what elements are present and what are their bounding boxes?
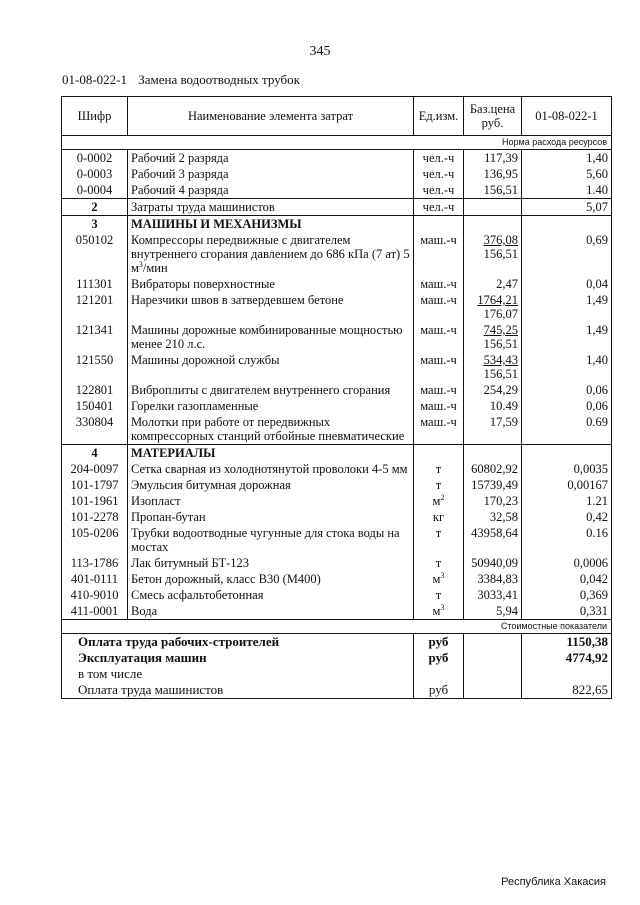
resource-name (128, 509, 414, 525)
resource-name-text: Лак битумный БТ-123 (131, 556, 250, 570)
unit-text: маш.-ч (420, 277, 457, 291)
summary-spacer (464, 666, 522, 682)
resource-code: 105-0206 (62, 525, 128, 555)
unit-text: т (435, 526, 442, 540)
resource-norm: 0,042 (522, 571, 612, 587)
price-value-secondary: 156,51 (483, 337, 518, 351)
section-row (62, 199, 612, 216)
resource-unit (414, 509, 464, 525)
resource-price (464, 509, 522, 525)
table-row (62, 603, 612, 620)
summary-label: Оплата труда машинистов (62, 682, 414, 699)
unit-text: кг (432, 510, 445, 524)
resource-norm: 0,00167 (522, 477, 612, 493)
section-unit: чел.-ч (414, 199, 464, 216)
resource-code: 101-1961 (62, 493, 128, 509)
resource-unit (414, 150, 464, 167)
price-value: 3033,41 (477, 588, 518, 602)
table-row (62, 461, 612, 477)
table-row (62, 276, 612, 292)
resource-price (464, 150, 522, 167)
summary-unit (414, 666, 464, 682)
price-value: 5,94 (496, 604, 518, 618)
summary-unit: руб (414, 682, 464, 699)
unit-text: маш.-ч (420, 383, 457, 397)
unit-text: м (432, 572, 441, 586)
unit-text: чел.-ч (422, 151, 455, 165)
resource-unit (414, 555, 464, 571)
price-value: 43958,64 (471, 526, 518, 540)
resource-price (464, 182, 522, 199)
unit-sup: 3 (440, 602, 445, 612)
resource-norm: 0.69 (522, 414, 612, 445)
price-value: 15739,49 (471, 478, 518, 492)
resource-name (128, 352, 414, 382)
summary-spacer (464, 650, 522, 666)
resource-price (464, 322, 522, 352)
resource-price (464, 555, 522, 571)
resource-price (464, 398, 522, 414)
resource-norm: 1.40 (522, 182, 612, 199)
resource-code: 101-2278 (62, 509, 128, 525)
price-value: 136,95 (483, 167, 518, 181)
header-name: Наименование элемента затрат (128, 97, 414, 136)
resource-code: 204-0097 (62, 461, 128, 477)
resource-unit (414, 276, 464, 292)
resource-name (128, 382, 414, 398)
resource-name (128, 525, 414, 555)
resource-norm: 1,40 (522, 150, 612, 167)
resource-unit (414, 232, 464, 276)
document-heading (62, 72, 300, 88)
resource-code: 411-0001 (62, 603, 128, 620)
table-row (62, 555, 612, 571)
price-value: 3384,83 (477, 572, 518, 586)
header-price-line2: руб. (481, 116, 504, 130)
cost-indicators-label: Стоимостные показатели (62, 620, 612, 634)
resource-code: 121201 (62, 292, 128, 322)
page-number: 345 (309, 44, 331, 59)
summary-row (62, 650, 612, 666)
resource-norm: 1,49 (522, 292, 612, 322)
price-value: 254,29 (483, 383, 518, 397)
section-code: 4 (62, 445, 128, 462)
resource-name-text: Компрессоры передвижные с двигателем внутреннего сгорания давлением до 686 кПа (7 ат) 5 м (131, 233, 410, 275)
price-value: 60802,92 (471, 462, 518, 476)
unit-text: т (435, 556, 442, 570)
resource-norm: 0,69 (522, 232, 612, 276)
resource-norm: 0,04 (522, 276, 612, 292)
resource-name (128, 587, 414, 603)
header-norm: 01-08-022-1 (522, 97, 612, 136)
resource-code: 113-1786 (62, 555, 128, 571)
summary-value: 1150,38 (522, 634, 612, 651)
price-value: 50940,09 (471, 556, 518, 570)
table-row (62, 352, 612, 382)
resource-unit (414, 382, 464, 398)
table-row (62, 322, 612, 352)
resource-code: 0-0002 (62, 150, 128, 167)
unit-text: маш.-ч (420, 353, 457, 367)
resource-norm: 0,369 (522, 587, 612, 603)
table-row (62, 477, 612, 493)
section-price (464, 216, 522, 233)
price-value: 156,51 (483, 183, 518, 197)
resource-name (128, 322, 414, 352)
resource-price (464, 603, 522, 620)
summary-value (522, 666, 612, 682)
resource-name-text: Рабочий 2 разряда (131, 151, 229, 165)
header-price-line1: Баз.цена (469, 102, 516, 116)
table-header-row (62, 97, 612, 136)
section-price (464, 445, 522, 462)
resource-code: 401-0111 (62, 571, 128, 587)
resource-name-text: Рабочий 3 разряда (131, 167, 229, 181)
section-row (62, 445, 612, 462)
price-value: 534,43 (483, 353, 518, 367)
unit-text: чел.-ч (422, 167, 455, 181)
price-value: 2,47 (496, 277, 518, 291)
resource-unit (414, 322, 464, 352)
resource-name-text: Горелки газопламенные (131, 399, 259, 413)
resource-name-sup: 3 (138, 259, 143, 269)
resource-name (128, 414, 414, 445)
resource-code: 150401 (62, 398, 128, 414)
section-unit (414, 216, 464, 233)
section-code: 2 (62, 199, 128, 216)
resource-name-text: Вибраторы поверхностные (131, 277, 275, 291)
resource-name (128, 398, 414, 414)
resource-norm: 0,06 (522, 398, 612, 414)
unit-text: т (435, 462, 442, 476)
resource-unit (414, 461, 464, 477)
resource-name (128, 276, 414, 292)
table-body (62, 136, 612, 699)
resource-unit (414, 182, 464, 199)
summary-value: 822,65 (522, 682, 612, 699)
section-price (464, 199, 522, 216)
price-value-secondary: 156,51 (483, 367, 518, 381)
resource-name-text: Рабочий 4 разряда (131, 183, 229, 197)
resource-code: 0-0003 (62, 166, 128, 182)
resource-price (464, 414, 522, 445)
section-norm: 5,07 (522, 199, 612, 216)
section-name: МАШИНЫ И МЕХАНИЗМЫ (128, 216, 414, 233)
resource-code: 121550 (62, 352, 128, 382)
resource-name (128, 150, 414, 167)
unit-text: маш.-ч (420, 323, 457, 337)
table-row (62, 292, 612, 322)
resource-table (61, 96, 612, 699)
table-row (62, 509, 612, 525)
resource-price (464, 276, 522, 292)
price-value: 1764,21 (477, 293, 518, 307)
resource-name (128, 555, 414, 571)
summary-label: в том числе (62, 666, 414, 682)
resource-name-text: Вода (131, 604, 158, 618)
resource-norm-label: Норма расхода ресурсов (62, 136, 612, 150)
resource-price (464, 166, 522, 182)
resource-norm: 1,40 (522, 352, 612, 382)
resource-name-tail: /мин (142, 261, 168, 275)
resource-price (464, 493, 522, 509)
resource-name-text: Пропан-бутан (131, 510, 206, 524)
resource-name (128, 603, 414, 620)
resource-norm: 1,49 (522, 322, 612, 352)
resource-unit (414, 525, 464, 555)
resource-price (464, 571, 522, 587)
unit-text: т (435, 478, 442, 492)
resource-name (128, 461, 414, 477)
table-row (62, 182, 612, 199)
resource-price (464, 292, 522, 322)
resource-name (128, 477, 414, 493)
summary-row (62, 682, 612, 699)
table-row (62, 382, 612, 398)
resource-price (464, 461, 522, 477)
summary-spacer (464, 682, 522, 699)
price-value: 32,58 (489, 510, 518, 524)
resource-name-text: Молотки при работе от передвижных компрессорных станций отбойные пневматические (131, 415, 405, 443)
price-value: 170,23 (483, 494, 518, 508)
resource-unit (414, 414, 464, 445)
resource-price (464, 352, 522, 382)
section-row (62, 216, 612, 233)
unit-text: маш.-ч (420, 233, 457, 247)
unit-text: м (432, 604, 441, 618)
resource-code: 122801 (62, 382, 128, 398)
heading-title: Замена водоотводных трубок (138, 72, 300, 87)
table-row (62, 166, 612, 182)
unit-text: маш.-ч (420, 399, 457, 413)
resource-code: 330804 (62, 414, 128, 445)
table-row (62, 150, 612, 167)
resource-name-text: Машины дорожные комбинированные мощностью менее 210 л.с. (131, 323, 403, 351)
summary-label: Оплата труда рабочих-строителей (62, 634, 414, 651)
price-value-secondary: 156,51 (483, 247, 518, 261)
table-row (62, 414, 612, 445)
resource-norm: 0,0006 (522, 555, 612, 571)
price-value: 745,25 (483, 323, 518, 337)
resource-unit (414, 603, 464, 620)
summary-row (62, 666, 612, 682)
resource-price (464, 525, 522, 555)
resource-unit (414, 398, 464, 414)
unit-text: чел.-ч (422, 183, 455, 197)
section-code: 3 (62, 216, 128, 233)
resource-norm: 1.21 (522, 493, 612, 509)
resource-price (464, 477, 522, 493)
summary-row (62, 634, 612, 651)
resource-name-text: Виброплиты с двигателем внутреннего сгорания (131, 383, 391, 397)
summary-unit: руб (414, 634, 464, 651)
resource-name-text: Трубки водоотводные чугунные для стока воды на мостах (131, 526, 400, 554)
summary-value: 4774,92 (522, 650, 612, 666)
unit-text: маш.-ч (420, 415, 457, 429)
unit-sup: 3 (440, 570, 445, 580)
header-unit: Ед.изм. (414, 97, 464, 136)
table-row (62, 398, 612, 414)
resource-norm: 0,331 (522, 603, 612, 620)
resource-unit (414, 292, 464, 322)
price-value: 376,08 (483, 233, 518, 247)
section-name: МАТЕРИАЛЫ (128, 445, 414, 462)
resource-price (464, 587, 522, 603)
heading-code: 01-08-022-1 (62, 72, 127, 87)
resource-name (128, 182, 414, 199)
resource-name (128, 493, 414, 509)
resource-code: 410-9010 (62, 587, 128, 603)
resource-norm: 0,06 (522, 382, 612, 398)
resource-code: 101-1797 (62, 477, 128, 493)
resource-name-text: Сетка сварная из холоднотянутой проволоки 4-5 мм (131, 462, 408, 476)
resource-norm: 0.16 (522, 525, 612, 555)
resource-unit (414, 166, 464, 182)
resource-name (128, 232, 414, 276)
table-row (62, 232, 612, 276)
resource-name-text: Бетон дорожный, класс В30 (М400) (131, 572, 321, 586)
resource-unit (414, 571, 464, 587)
resource-unit (414, 352, 464, 382)
summary-unit: руб (414, 650, 464, 666)
unit-sup: 2 (440, 492, 445, 502)
section-unit (414, 445, 464, 462)
price-value: 10.49 (489, 399, 518, 413)
resource-name-text: Нарезчики швов в затвердевшем бетоне (131, 293, 344, 307)
resource-norm: 5,60 (522, 166, 612, 182)
table-row (62, 525, 612, 555)
resource-name (128, 571, 414, 587)
table-row (62, 587, 612, 603)
price-value: 117,39 (484, 151, 518, 165)
resource-name-text: Машины дорожной службы (131, 353, 280, 367)
resource-code: 0-0004 (62, 182, 128, 199)
summary-label: Эксплуатация машин (62, 650, 414, 666)
table-row (62, 493, 612, 509)
price-value: 17,59 (489, 415, 518, 429)
resource-unit (414, 493, 464, 509)
resource-name (128, 166, 414, 182)
resource-unit (414, 587, 464, 603)
resource-name-text: Изопласт (131, 494, 181, 508)
section-norm (522, 445, 612, 462)
unit-text: маш.-ч (420, 293, 457, 307)
section-norm (522, 216, 612, 233)
resource-price (464, 382, 522, 398)
resource-price (464, 232, 522, 276)
resource-name-text: Смесь асфальтобетонная (131, 588, 264, 602)
resource-unit (414, 477, 464, 493)
unit-text: м (432, 494, 441, 508)
resource-norm: 0,42 (522, 509, 612, 525)
price-value-secondary: 176,07 (483, 307, 518, 321)
table-row (62, 571, 612, 587)
section-name: Затраты труда машинистов (128, 199, 414, 216)
footer-region: Республика Хакасия (501, 876, 606, 888)
resource-code: 121341 (62, 322, 128, 352)
unit-text: т (435, 588, 442, 602)
resource-name (128, 292, 414, 322)
resource-code: 111301 (62, 276, 128, 292)
resource-code: 050102 (62, 232, 128, 276)
header-price (464, 97, 522, 136)
header-code: Шифр (62, 97, 128, 136)
summary-spacer (464, 634, 522, 651)
resource-norm: 0,0035 (522, 461, 612, 477)
resource-name-text: Эмульсия битумная дорожная (131, 478, 291, 492)
